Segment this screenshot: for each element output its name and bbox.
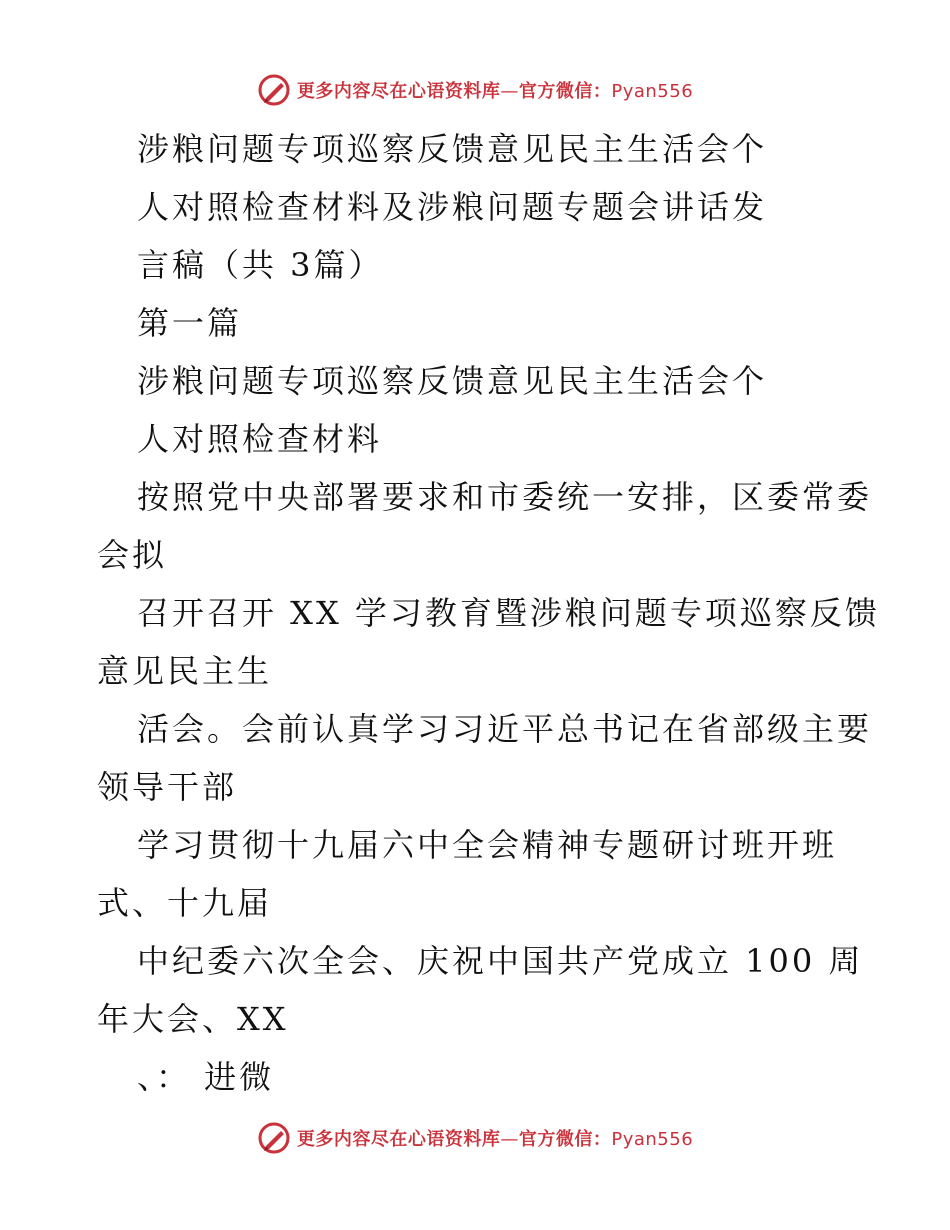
banner-official-label: 官方微信： xyxy=(518,1129,612,1150)
banner-separator: — xyxy=(500,81,519,102)
subtitle-line-1: 涉粮问题专项巡察反馈意见民主生活会个 xyxy=(137,362,768,400)
section-heading: 第一篇 xyxy=(137,304,243,342)
title-line-1: 涉粮问题专项巡察反馈意见民主生活会个 xyxy=(137,130,768,168)
banner-text xyxy=(297,77,693,103)
paragraph-line: 年大会、XX xyxy=(97,1000,289,1038)
pen-logo-icon xyxy=(257,73,291,107)
header-banner xyxy=(0,70,950,110)
banner-wechat-id: Pyan556 xyxy=(611,1129,694,1150)
paragraph-line: 学习贯彻十九届六中全会精神专题研讨班开班 xyxy=(137,826,838,864)
paragraph-line: 召开召开 XX 学习教育暨涉粮问题专项巡察反馈 xyxy=(137,594,880,632)
subtitle-line-2: 人对照检查材料 xyxy=(137,420,383,458)
banner-wechat-id: Pyan556 xyxy=(611,81,694,102)
banner-main-text: 更多内容尽在心语资料库 xyxy=(296,81,501,102)
banner-separator: — xyxy=(500,1129,519,1150)
paragraph-line: 意见民主生 xyxy=(97,652,273,690)
banner-text xyxy=(297,1125,693,1151)
banner-inner xyxy=(257,73,693,107)
paragraph-line: 式、十九届 xyxy=(97,884,273,922)
document-body xyxy=(97,120,880,1106)
title-line-2: 人对照检查材料及涉粮问题专题会讲话发 xyxy=(137,188,768,226)
banner-official-label: 官方微信： xyxy=(518,81,612,102)
paragraph-line: 、： 进微 xyxy=(137,1058,275,1096)
paragraph-line: 活会。会前认真学习习近平总书记在省部级主要 xyxy=(137,710,873,748)
paragraph-line: 领导干部 xyxy=(97,768,238,806)
paragraph-line: 按照党中央部署要求和市委统一安排，区委常委 xyxy=(137,478,873,516)
paragraph-line: 会拟 xyxy=(97,536,168,574)
paragraph-line: 中纪委六次全会、庆祝中国共产党成立 100 周 xyxy=(137,942,864,980)
footer-banner xyxy=(0,1118,950,1158)
banner-inner xyxy=(257,1121,693,1155)
pen-logo-icon xyxy=(257,1121,291,1155)
banner-main-text: 更多内容尽在心语资料库 xyxy=(296,1129,501,1150)
title-line-3: 言稿（共 3篇） xyxy=(137,246,384,284)
